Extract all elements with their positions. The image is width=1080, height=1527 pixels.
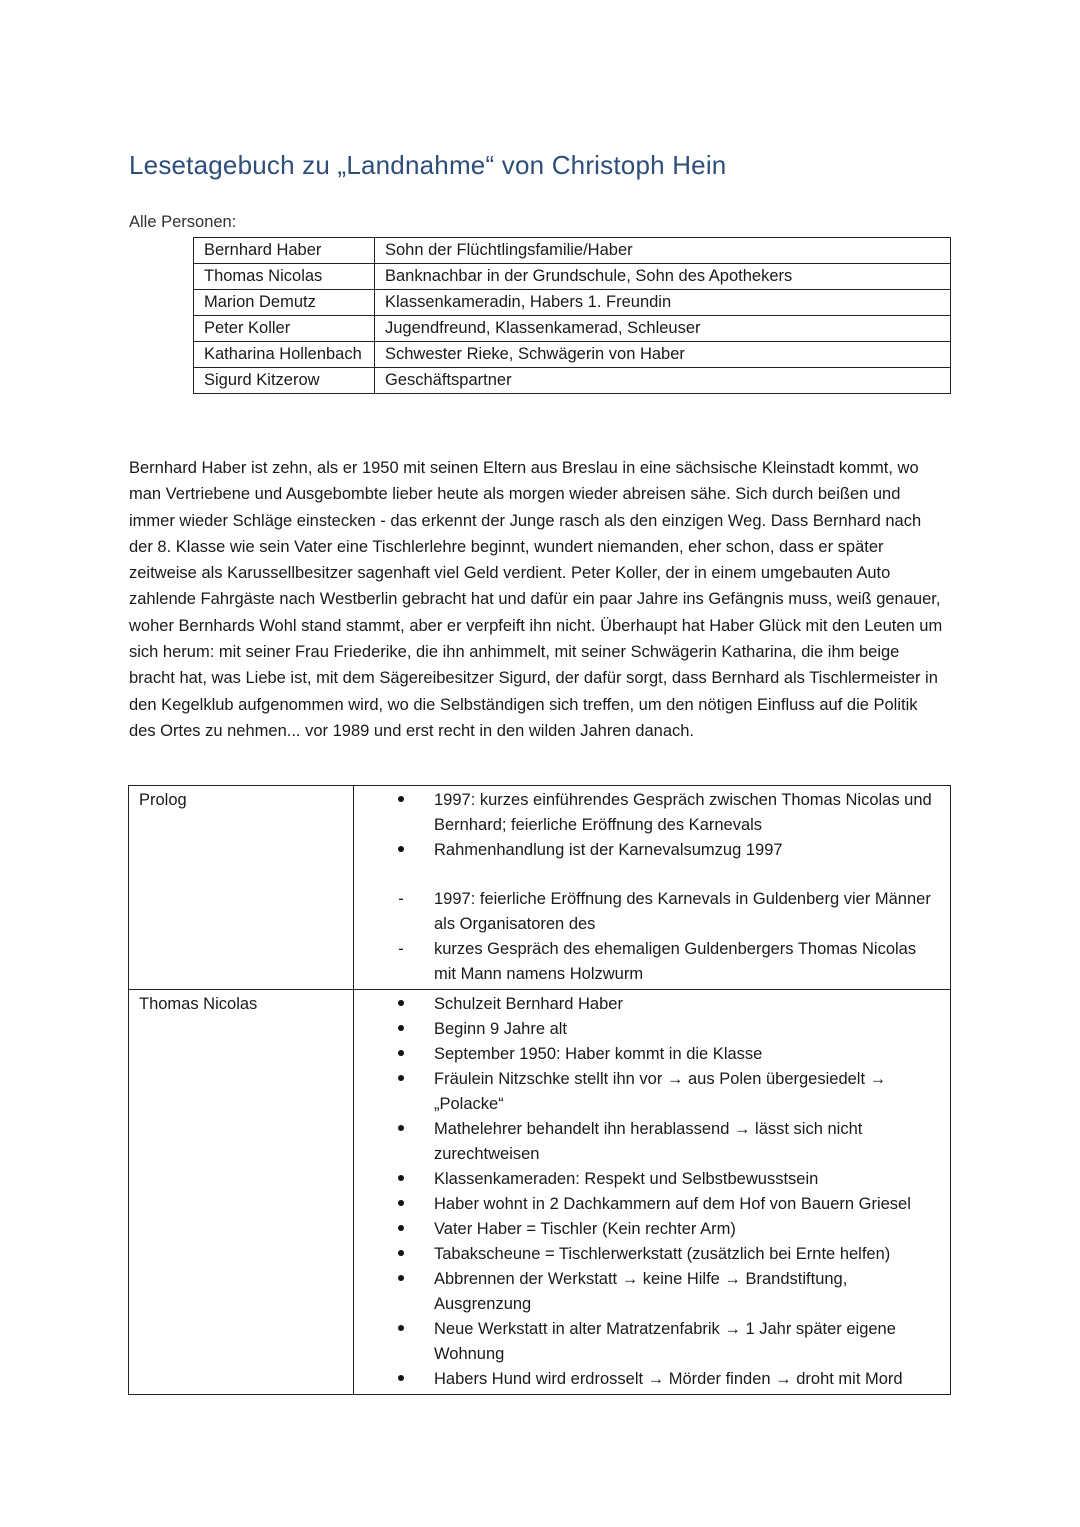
list-item-text: Habers Hund wird erdrosselt → Mörder finden → droht mit Mord xyxy=(434,1370,903,1388)
bullet-icon xyxy=(394,1017,408,1042)
chapters-table xyxy=(128,785,951,1395)
list-item-text: Rahmenhandlung ist der Karnevalsumzug 1997 xyxy=(434,841,783,859)
list-item-text: Haber wohnt in 2 Dachkammern auf dem Hof von Bauern Griesel xyxy=(434,1195,911,1213)
person-name: Sigurd Kitzerow xyxy=(194,368,375,394)
bullet-list xyxy=(394,788,936,863)
spacer xyxy=(394,863,936,887)
persons-table xyxy=(193,237,951,394)
dash-icon xyxy=(394,937,408,962)
person-description: Jugendfreund, Klassenkamerad, Schleuser xyxy=(375,316,951,342)
bullet-icon xyxy=(394,992,408,1017)
table-row xyxy=(194,316,951,342)
list-item-text: Vater Haber = Tischler (Kein rechter Arm) xyxy=(434,1220,736,1238)
list-item xyxy=(394,1067,936,1117)
document-title: Lesetagebuch zu „Landnahme“ von Christoph Hein xyxy=(129,150,727,180)
bullet-icon xyxy=(394,1192,408,1217)
bullet-icon xyxy=(394,1117,408,1142)
chapter-name: Thomas Nicolas xyxy=(129,990,354,1395)
person-name: Marion Demutz xyxy=(194,290,375,316)
list-item xyxy=(394,1192,936,1217)
bullet-icon xyxy=(394,838,408,863)
list-item-text: Fräulein Nitzschke stellt ihn vor → aus Polen übergesiedelt → „Polacke“ xyxy=(434,1070,887,1113)
bullet-icon xyxy=(394,1167,408,1192)
table-row xyxy=(194,368,951,394)
chapter-notes xyxy=(354,786,951,990)
list-item xyxy=(394,887,936,937)
chapter-notes xyxy=(354,990,951,1395)
list-item xyxy=(394,838,936,863)
list-item xyxy=(394,992,936,1017)
person-description: Sohn der Flüchtlingsfamilie/Haber xyxy=(375,238,951,264)
bullet-icon xyxy=(394,1367,408,1392)
list-item xyxy=(394,1042,936,1067)
list-item-text: Klassenkameraden: Respekt und Selbstbewusstsein xyxy=(434,1170,819,1188)
bullet-icon xyxy=(394,1067,408,1092)
dash-icon xyxy=(394,887,408,912)
person-name: Bernhard Haber xyxy=(194,238,375,264)
table-row xyxy=(129,786,951,990)
table-row xyxy=(194,264,951,290)
list-item-text: Mathelehrer behandelt ihn herablassend → lässt sich nicht zurechtweisen xyxy=(434,1120,863,1163)
person-name: Katharina Hollenbach xyxy=(194,342,375,368)
bullet-icon xyxy=(394,1267,408,1292)
person-description: Geschäftspartner xyxy=(375,368,951,394)
bullet-icon xyxy=(394,788,408,813)
list-item-text: 1997: kurzes einführendes Gespräch zwischen Thomas Nicolas und Bernhard; feierliche Eröffnung des Karnevals xyxy=(434,791,932,834)
list-item xyxy=(394,1167,936,1192)
list-item-text: Neue Werkstatt in alter Matratzenfabrik → 1 Jahr später eigene Wohnung xyxy=(434,1320,896,1363)
list-item xyxy=(394,1117,936,1167)
list-item-text: Tabakscheune = Tischlerwerkstatt (zusätzlich bei Ernte helfen) xyxy=(434,1245,891,1263)
bullet-icon xyxy=(394,1242,408,1267)
list-item xyxy=(394,1242,936,1267)
person-name: Thomas Nicolas xyxy=(194,264,375,290)
person-name: Peter Koller xyxy=(194,316,375,342)
table-row xyxy=(194,290,951,316)
bullet-list xyxy=(394,992,936,1392)
list-item-text: Beginn 9 Jahre alt xyxy=(434,1020,568,1038)
list-item xyxy=(394,1367,936,1392)
person-description: Banknachbar in der Grundschule, Sohn des Apothekers xyxy=(375,264,951,290)
table-row xyxy=(194,238,951,264)
summary-paragraph: Bernhard Haber ist zehn, als er 1950 mit seinen Eltern aus Breslau in eine sächsische Kleinstadt kommt, wo man Vertriebene und Ausgebombte lieber heute als morgen wieder abreisen sähe. Sich durch beißen und immer wieder Schläge einstecken - das erkennt der Junge rasch als den einzigen Weg. Dass Bernhard nach der 8. Klasse wie sein Vater eine Tischlerlehre beginnt, wundert niemanden, eher schon, dass er später zeitweise als Karussellbesitzer sagenhaft viel Geld verdient. Peter Koller, der in einem umgebauten Auto zahlende Fahrgäste nach Westberlin gebracht hat und dafür ein paar Jahre ins Gefängnis muss, weiß genauer, woher Bernhards Wohl stand stammt, aber er verpfeift ihn nicht. Überhaupt hat Haber Glück mit den Leuten um sich herum: mit seiner Frau Friederike, die ihn anhimmelt, mit seiner Schwägerin Katharina, die ihm beige bracht hat, was Liebe ist, mit dem Sägereibesitzer Sigurd, der dafür sorgt, dass Bernhard als Tischlermeister in den Kegelklub aufgenommen wird, wo die Selbständigen sich treffen, um den nötigen Einfluss auf die Politik des Ortes zu nehmen... vor 1989 und erst recht in den wilden Jahren danach. xyxy=(129,459,943,740)
list-item xyxy=(394,937,936,987)
list-item xyxy=(394,1267,936,1317)
list-item xyxy=(394,788,936,838)
chapter-name: Prolog xyxy=(129,786,354,990)
bullet-icon xyxy=(394,1317,408,1342)
bullet-icon xyxy=(394,1217,408,1242)
list-item-text: Abbrennen der Werkstatt → keine Hilfe → Brandstiftung, Ausgrenzung xyxy=(434,1270,848,1313)
persons-heading: Alle Personen: xyxy=(129,213,237,231)
bullet-icon xyxy=(394,1042,408,1067)
list-item xyxy=(394,1017,936,1042)
list-item-text: Schulzeit Bernhard Haber xyxy=(434,995,623,1013)
list-item xyxy=(394,1317,936,1367)
list-item xyxy=(394,1217,936,1242)
list-item-text: kurzes Gespräch des ehemaligen Guldenbergers Thomas Nicolas mit Mann namens Holzwurm xyxy=(434,940,917,983)
table-row xyxy=(194,342,951,368)
table-row xyxy=(129,990,951,1395)
person-description: Schwester Rieke, Schwägerin von Haber xyxy=(375,342,951,368)
list-item-text: September 1950: Haber kommt in die Klasse xyxy=(434,1045,763,1063)
dash-list xyxy=(394,887,936,987)
list-item-text: 1997: feierliche Eröffnung des Karnevals in Guldenberg vier Männer als Organisatoren des xyxy=(434,890,931,933)
person-description: Klassenkameradin, Habers 1. Freundin xyxy=(375,290,951,316)
